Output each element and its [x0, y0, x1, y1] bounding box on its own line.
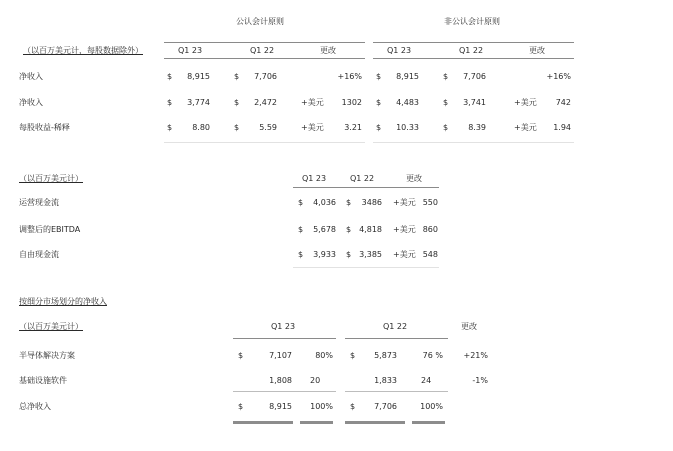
currency-symbol: $: [167, 123, 173, 132]
section3-unit-label: （以百万美元计）: [19, 322, 83, 331]
q123-value: 7,107: [269, 351, 292, 360]
section2-bottom-rule: [293, 267, 439, 268]
currency-symbol: $: [376, 72, 382, 81]
nongaap-q122-value: 3,741: [463, 98, 486, 107]
section3-subtotal-rule-b: [345, 391, 448, 392]
q123-percent: 100%: [310, 402, 333, 411]
q122-value: 7,706: [374, 402, 397, 411]
currency-symbol: $: [443, 123, 449, 132]
change-value: 550: [422, 198, 438, 207]
gaap-change-value: 3.21: [344, 123, 362, 132]
currency-symbol: $: [167, 98, 173, 107]
row-label: 半导体解决方案: [19, 351, 75, 360]
section1-unit-label: （以百万美元计，每股数据除外）: [23, 46, 143, 55]
change-value: 860: [422, 225, 438, 234]
q123-percent: 20: [310, 376, 321, 385]
change-prefix: +美元: [514, 123, 537, 132]
currency-symbol: $: [298, 250, 304, 259]
currency-symbol: $: [376, 123, 382, 132]
q123-value: 5,678: [313, 225, 336, 234]
row-label: 净收入: [19, 72, 43, 81]
section3-title: 按细分市场划分的净收入: [19, 297, 107, 306]
nongaap-q122-value: 8.39: [468, 123, 486, 132]
section3-col-q122: Q1 22: [383, 322, 408, 331]
row-label: 调整后的EBITDA: [19, 225, 81, 234]
total-underline-q123-pct: [300, 421, 333, 424]
nongaap-header: 非公认会计原则: [444, 17, 500, 26]
section3-q122-rule: [345, 338, 448, 339]
gaap-bottom-rule: [164, 142, 365, 143]
currency-symbol: $: [350, 402, 356, 411]
nongaap-change-value: +16%: [546, 72, 571, 81]
gaap-q122-value: 2,472: [254, 98, 277, 107]
q123-value: 4,036: [313, 198, 336, 207]
currency-symbol: $: [234, 123, 240, 132]
q122-value: 1,833: [374, 376, 397, 385]
q122-value: 3,385: [359, 250, 382, 259]
currency-symbol: $: [238, 351, 244, 360]
currency-symbol: $: [443, 72, 449, 81]
gaap-top-rule: [164, 42, 365, 43]
section3-subtotal-rule-a: [233, 391, 336, 392]
q122-value: 5,873: [374, 351, 397, 360]
row-label: 运营现金流: [19, 198, 59, 207]
nongaap-col-change: 更改: [529, 46, 545, 55]
nongaap-q123-value: 10.33: [396, 123, 419, 132]
nongaap-top-rule: [373, 42, 574, 43]
section2-col-q123: Q1 23: [302, 174, 327, 183]
currency-symbol: $: [298, 198, 304, 207]
q122-percent: 100%: [420, 402, 443, 411]
change-value: +21%: [463, 351, 488, 360]
gaap-q123-value: 8,915: [187, 72, 210, 81]
gaap-header-rule: [164, 58, 365, 59]
section2-unit-label: （以百万美元计）: [19, 174, 83, 183]
row-label: 每股收益-稀释: [19, 123, 70, 132]
nongaap-q122-value: 7,706: [463, 72, 486, 81]
row-label: 净收入: [19, 98, 43, 107]
change-prefix: +美元: [393, 198, 416, 207]
change-prefix: +美元: [393, 225, 416, 234]
change-prefix: +美元: [514, 98, 537, 107]
currency-symbol: $: [346, 250, 352, 259]
section3-q123-rule: [233, 338, 336, 339]
gaap-q123-value: 8.80: [192, 123, 210, 132]
q123-percent: 80%: [315, 351, 333, 360]
currency-symbol: $: [298, 225, 304, 234]
total-underline-q123-value: [233, 421, 293, 424]
gaap-change-value: 1302: [341, 98, 362, 107]
nongaap-change-value: 742: [555, 98, 571, 107]
change-value: -1%: [472, 376, 488, 385]
section2-col-change: 更改: [406, 174, 422, 183]
gaap-col-change: 更改: [320, 46, 336, 55]
currency-symbol: $: [346, 225, 352, 234]
gaap-change-value: +16%: [337, 72, 362, 81]
q123-value: 8,915: [269, 402, 292, 411]
total-underline-q122-pct: [412, 421, 445, 424]
currency-symbol: $: [238, 402, 244, 411]
change-prefix: +美元: [301, 98, 324, 107]
change-prefix: +美元: [301, 123, 324, 132]
nongaap-col-q123: Q1 23: [387, 46, 412, 55]
section3-col-q123: Q1 23: [271, 322, 296, 331]
currency-symbol: $: [376, 98, 382, 107]
nongaap-q123-value: 4,483: [396, 98, 419, 107]
nongaap-header-rule: [373, 58, 574, 59]
gaap-header: 公认会计原则: [236, 17, 284, 26]
currency-symbol: $: [167, 72, 173, 81]
total-underline-q122-value: [345, 421, 405, 424]
q122-percent: 76 %: [422, 351, 443, 360]
section2-col-q122: Q1 22: [350, 174, 375, 183]
currency-symbol: $: [234, 72, 240, 81]
gaap-q123-value: 3,774: [187, 98, 210, 107]
section2-header-rule: [293, 187, 439, 188]
section3-col-change: 更改: [461, 322, 477, 331]
nongaap-bottom-rule: [373, 142, 574, 143]
gaap-q122-value: 5.59: [259, 123, 277, 132]
q122-percent: 24: [421, 376, 432, 385]
currency-symbol: $: [234, 98, 240, 107]
nongaap-change-value: 1.94: [553, 123, 571, 132]
q123-value: 1,808: [269, 376, 292, 385]
nongaap-col-q122: Q1 22: [459, 46, 484, 55]
change-prefix: +美元: [393, 250, 416, 259]
q123-value: 3,933: [313, 250, 336, 259]
currency-symbol: $: [346, 198, 352, 207]
nongaap-q123-value: 8,915: [396, 72, 419, 81]
q122-value: 4,818: [359, 225, 382, 234]
gaap-q122-value: 7,706: [254, 72, 277, 81]
row-label: 总净收入: [19, 402, 51, 411]
currency-symbol: $: [350, 351, 356, 360]
change-value: 548: [422, 250, 438, 259]
gaap-col-q123: Q1 23: [178, 46, 203, 55]
row-label: 自由现金流: [19, 250, 59, 259]
currency-symbol: $: [443, 98, 449, 107]
q122-value: 3486: [361, 198, 382, 207]
gaap-col-q122: Q1 22: [250, 46, 275, 55]
row-label: 基础设施软件: [19, 376, 67, 385]
